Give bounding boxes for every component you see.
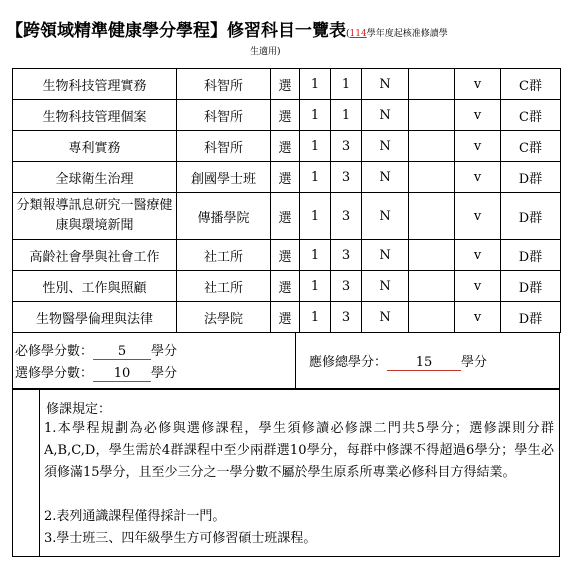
course-year: 1 [300,69,331,100]
course-check: v [455,193,501,240]
course-rules [12,388,560,557]
table-row [13,302,561,333]
course-flag-n: N [362,271,409,302]
course-flag-n: N [362,100,409,131]
course-type: 選 [271,240,300,271]
course-type: 選 [271,69,300,100]
course-group: D群 [501,162,561,193]
course-flag-n: N [362,69,409,100]
title-note-line2: 生適用) [250,47,281,57]
rule-item-2: 2.表列通識課程僅得採計一門。 [44,509,226,524]
course-type: 選 [271,302,300,333]
course-group: D群 [501,193,561,240]
course-col6 [409,271,455,302]
course-check: v [455,302,501,333]
required-credits-value: 5 [93,344,151,360]
required-credits: 必修學分數： 5 學分 [15,344,178,359]
course-table [12,68,561,333]
rules-heading: 修課規定： [46,402,112,417]
course-group: D群 [501,302,561,333]
course-credit: 3 [331,240,362,271]
course-flag-n: N [362,240,409,271]
course-credit: 3 [331,162,362,193]
course-dept: 社工所 [177,240,271,271]
course-name: 性別、工作與照顧 [13,271,177,302]
table-row [13,240,561,271]
table-row [13,193,561,240]
course-check: v [455,100,501,131]
course-check: v [455,131,501,162]
course-group: C群 [501,69,561,100]
course-dept: 創國學士班 [177,162,271,193]
page-title [6,16,566,60]
course-type: 選 [271,193,300,240]
title-note: (114學年度起核准修讀學 [346,29,448,39]
course-name: 高齡社會學與社會工作 [13,240,177,271]
course-credit: 1 [331,69,362,100]
elective-credits-value: 10 [93,366,151,382]
title-main: 【跨領域精準健康學分學程】修習科目一覽表 [6,21,346,41]
course-col6 [409,193,455,240]
course-type: 選 [271,162,300,193]
credit-summary [12,332,560,389]
table-row [13,162,561,193]
course-dept: 科智所 [177,69,271,100]
course-year: 1 [300,100,331,131]
table-row [13,100,561,131]
course-credit: 3 [331,271,362,302]
course-year: 1 [300,193,331,240]
course-dept: 傳播學院 [177,193,271,240]
course-dept: 社工所 [177,271,271,302]
course-check: v [455,162,501,193]
course-year: 1 [300,302,331,333]
course-name: 全球衛生治理 [13,162,177,193]
rule-item-3: 3.學士班三、四年級學生方可修習碩士班課程。 [44,531,317,546]
table-row [13,131,561,162]
course-col6 [409,131,455,162]
course-credit: 3 [331,302,362,333]
course-dept: 科智所 [177,131,271,162]
course-year: 1 [300,240,331,271]
course-flag-n: N [362,131,409,162]
course-name: 生物醫學倫理與法律 [13,302,177,333]
course-flag-n: N [362,302,409,333]
course-type: 選 [271,271,300,302]
credit-divider [295,332,296,388]
course-dept: 科智所 [177,100,271,131]
course-name: 分類報導訊息研究一醫療健康與環境新聞 [13,193,177,240]
course-rules-body [39,390,558,556]
total-credits-value: 15 [387,355,461,371]
course-check: v [455,69,501,100]
table-row [13,69,561,100]
course-col6 [409,162,455,193]
course-year: 1 [300,271,331,302]
course-type: 選 [271,100,300,131]
course-group: D群 [501,271,561,302]
course-flag-n: N [362,162,409,193]
course-group: C群 [501,100,561,131]
course-flag-n: N [362,193,409,240]
course-year: 1 [300,162,331,193]
course-name: 生物科技管理個案 [13,100,177,131]
course-dept: 法學院 [177,302,271,333]
course-group: C群 [501,131,561,162]
course-check: v [455,271,501,302]
total-credits: 應修總學分： 15 學分 [309,355,488,370]
course-credit: 3 [331,193,362,240]
course-col6 [409,302,455,333]
course-col6 [409,100,455,131]
title-note-year: 114 [349,29,367,39]
rule-item-1: 1.本學程規劃為必修與選修課程，學生須修讀必修課二門共5學分；選修課則分群 A,B,C,D，學生需於4群課程中至少兩群選10學分，每群中修課不得超過6學分；學生必須修滿15學分，且至少三分之一學分數不屬於學生原系所專業必修科目方得結業。 [44,421,554,480]
course-col6 [409,69,455,100]
course-name: 生物科技管理實務 [13,69,177,100]
elective-credits: 選修學分數： 10 學分 [15,366,178,381]
course-credit: 1 [331,100,362,131]
course-name: 專利實務 [13,131,177,162]
course-type: 選 [271,131,300,162]
course-group: D群 [501,240,561,271]
table-row [13,271,561,302]
course-credit: 3 [331,131,362,162]
course-year: 1 [300,131,331,162]
course-col6 [409,240,455,271]
course-check: v [455,240,501,271]
